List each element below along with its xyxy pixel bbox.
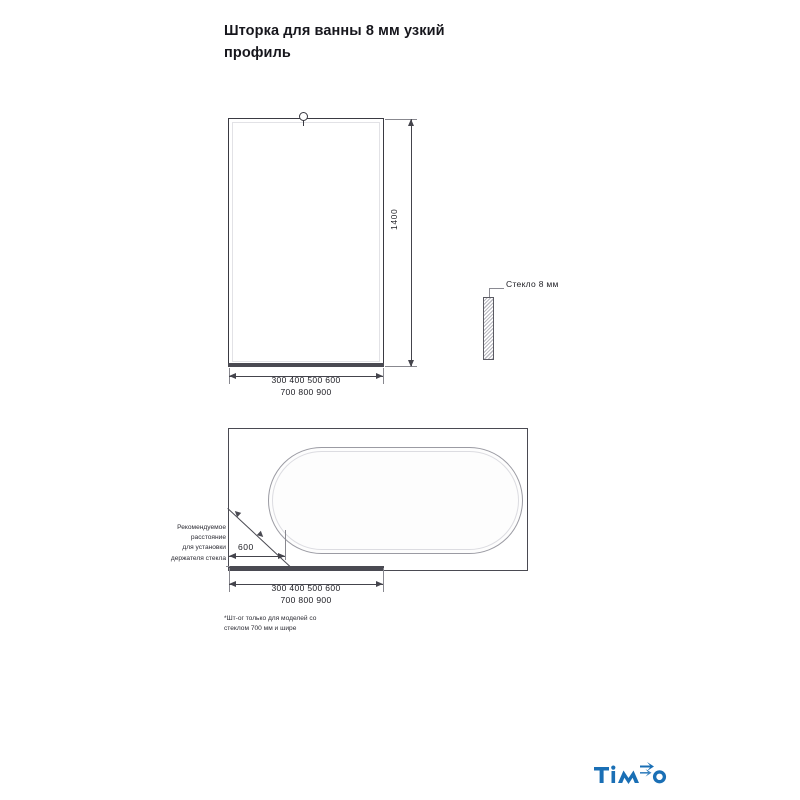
plan-dimension-tick-right — [383, 568, 384, 592]
brand-logo — [592, 756, 676, 788]
footnote-line1: *Шт-ог только для моделей со — [224, 615, 317, 622]
installation-note-leader — [226, 566, 230, 567]
glass-holder-icon — [299, 112, 308, 121]
glass-leader-horizontal — [489, 288, 504, 289]
plan-width-dimension-label — [229, 582, 383, 607]
height-dimension-label: 1400 — [389, 208, 399, 230]
distance-dimension-line — [229, 556, 285, 557]
arrow-left-small-icon — [229, 553, 236, 559]
plan-width-dimension-label-line2: 700 800 900 — [280, 595, 332, 606]
panel-bottom-profile — [228, 363, 384, 367]
footnote — [224, 614, 374, 634]
width-dimension-label — [229, 374, 383, 399]
arrow-right-small-icon — [278, 553, 285, 559]
page-title-line2: профиль — [224, 45, 291, 62]
installation-note-line3: для установки — [182, 544, 226, 552]
dimension-tick-right — [383, 368, 384, 384]
height-dimension-line — [411, 119, 412, 366]
page-title-line1: Шторка для ванны 8 мм узкий — [224, 23, 445, 39]
bathtub-bowl-inner-plan — [272, 451, 519, 550]
arrow-up-icon — [408, 119, 414, 126]
width-dimension-label-line2: 700 800 900 — [280, 387, 332, 398]
installation-note-line4: держателя стекла — [170, 554, 226, 562]
page-title — [224, 20, 554, 65]
glass-panel-front-view — [228, 118, 384, 366]
glass-panel-inner-outline — [232, 122, 380, 362]
glass-leader-vertical — [489, 288, 490, 297]
arrow-swing-back-icon — [233, 509, 241, 517]
width-dimension-label-line1: 300 400 500 600 — [271, 375, 341, 385]
footnote-line2: стеклом 700 мм и шире — [224, 624, 297, 632]
distance-dimension-tick — [285, 530, 286, 560]
installation-note — [148, 523, 226, 564]
glass-thickness-label: Стекло 8 мм — [506, 279, 559, 289]
distance-dimension-label: 600 — [238, 542, 254, 552]
installation-note-line2: расстояние — [190, 534, 226, 542]
installation-note-line1: Рекомендуемое — [177, 524, 226, 531]
plan-width-dimension-label-line1: 300 400 500 600 — [271, 583, 341, 593]
glass-section-detail — [483, 297, 494, 360]
arrow-down-icon — [408, 360, 414, 367]
